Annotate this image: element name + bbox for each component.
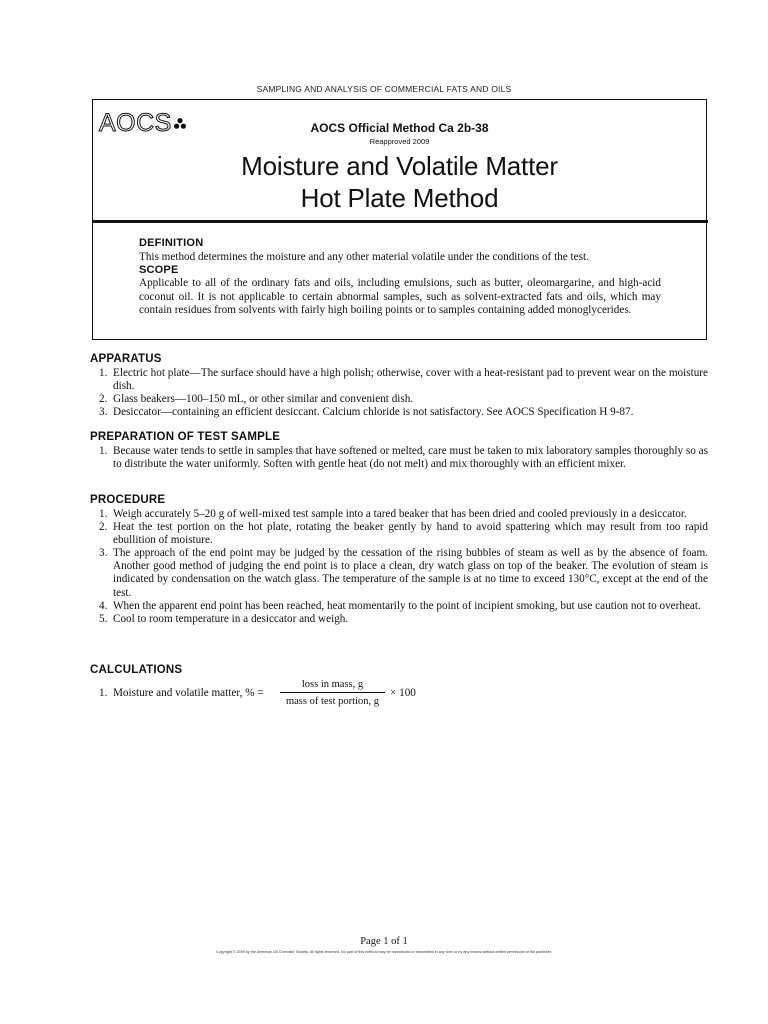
calculations-heading: CALCULATIONS (90, 664, 183, 676)
list-item: 3. The approach of the end point may be judged by the cessation of the rising bubbles of steam as well as by the absence of foam. Another good method of judging the end point is to place a clean, dry watch glass on top of the beaker. The evolution of steam is indicated by condensation on the watch glass. The temperature of the sample is at no time to exceed 130°C, except at the end of the test. (99, 547, 708, 599)
list-item: 5. Cool to room temperature in a desiccator and weigh. (99, 612, 349, 625)
procedure-section (90, 493, 708, 626)
list-item: 1. Because water tends to settle in samples that have softened or melted, care must be taken to mix laboratory samples thoroughly so as to distribute the water uniformly. Soften with gentle heat (do not melt) and mix thoroughly with an efficient mixer. (99, 445, 708, 471)
list-item: 3. Desiccator—containing an efficient desiccant. Calcium chloride is not satisfactory. See AOCS Specification H 9-87. (99, 406, 634, 419)
title-line-1: Moisture and Volatile Matter (241, 151, 558, 181)
preparation-section (90, 430, 708, 471)
formula-fraction (280, 678, 385, 708)
list-item: 1. Weigh accurately 5–20 g of well-mixed test sample into a tared beaker that has been dried and cooled previously in a desiccator. (99, 508, 687, 520)
definition-text: This method determines the moisture and any other material volatile under the conditions of the test. (139, 250, 589, 263)
logo-text: AOCS (99, 109, 172, 137)
method-title-box (92, 99, 707, 340)
title-divider (92, 220, 708, 223)
definition-heading: DEFINITION (139, 237, 204, 249)
running-header: SAMPLING AND ANALYSIS OF COMMERCIAL FATS AND OILS (256, 84, 512, 94)
formula-multiplier: × 100 (390, 687, 416, 699)
formula-denominator: mass of test portion, g (285, 696, 380, 707)
list-item: 1. Electric hot plate—The surface should have a high polish; otherwise, cover with a heat-resistant pad to prevent wear on the moisture dish. (99, 367, 708, 393)
calculations-section (90, 663, 708, 708)
page-number: Page 1 of 1 (360, 936, 408, 947)
fraction-bar (280, 692, 385, 693)
definition-scope-block (139, 237, 661, 317)
reapproved-date: Reapproved 2009 (369, 137, 430, 146)
title-line-2: Hot Plate Method (300, 183, 499, 213)
procedure-heading: PROCEDURE (90, 494, 166, 506)
formula-lead: Moisture and volatile matter, % = (112, 687, 264, 699)
moisture-formula: 1. Moisture and volatile matter, % = loss in mass, g mass of test portion, g × 100 (99, 679, 416, 707)
list-item: 2. Glass beakers—100–150 mL, or other similar and convenient dish. (99, 393, 414, 406)
scope-heading: SCOPE (139, 263, 179, 276)
scope-text: Applicable to all of the ordinary fats and oils, including emulsions, such as butter, oleomargarine, and high-acid coconut oil. It is not applicable to certain abnormal samples, such as solvent-extracted fats and oils, which may contain residues from solvents with fairly high boiling points or to samples containing added monoglycerides. (139, 277, 661, 316)
list-item: 4. When the apparent end point has been reached, heat momentarily to the point of incipient smoking, but use caution not to overheat. (99, 599, 701, 612)
copyright-notice: Copyright © 2009 by the American Oil Chemists' Society. All rights reserved. No part of this method may be reproduced or transmitted in any form or by any means without written permission of the publisher. (216, 950, 552, 954)
apparatus-section (90, 352, 708, 419)
method-id: AOCS Official Method Ca 2b-38 (310, 121, 489, 135)
preparation-heading: PREPARATION OF TEST SAMPLE (90, 431, 281, 443)
apparatus-heading: APPARATUS (90, 353, 162, 365)
method-title (93, 150, 706, 214)
formula-numerator: loss in mass, g (301, 679, 364, 690)
list-item: 2. Heat the test portion on the hot plate, rotating the beaker gently by hand to avoid spattering which may result from too rapid ebullition of moisture. (99, 521, 708, 547)
